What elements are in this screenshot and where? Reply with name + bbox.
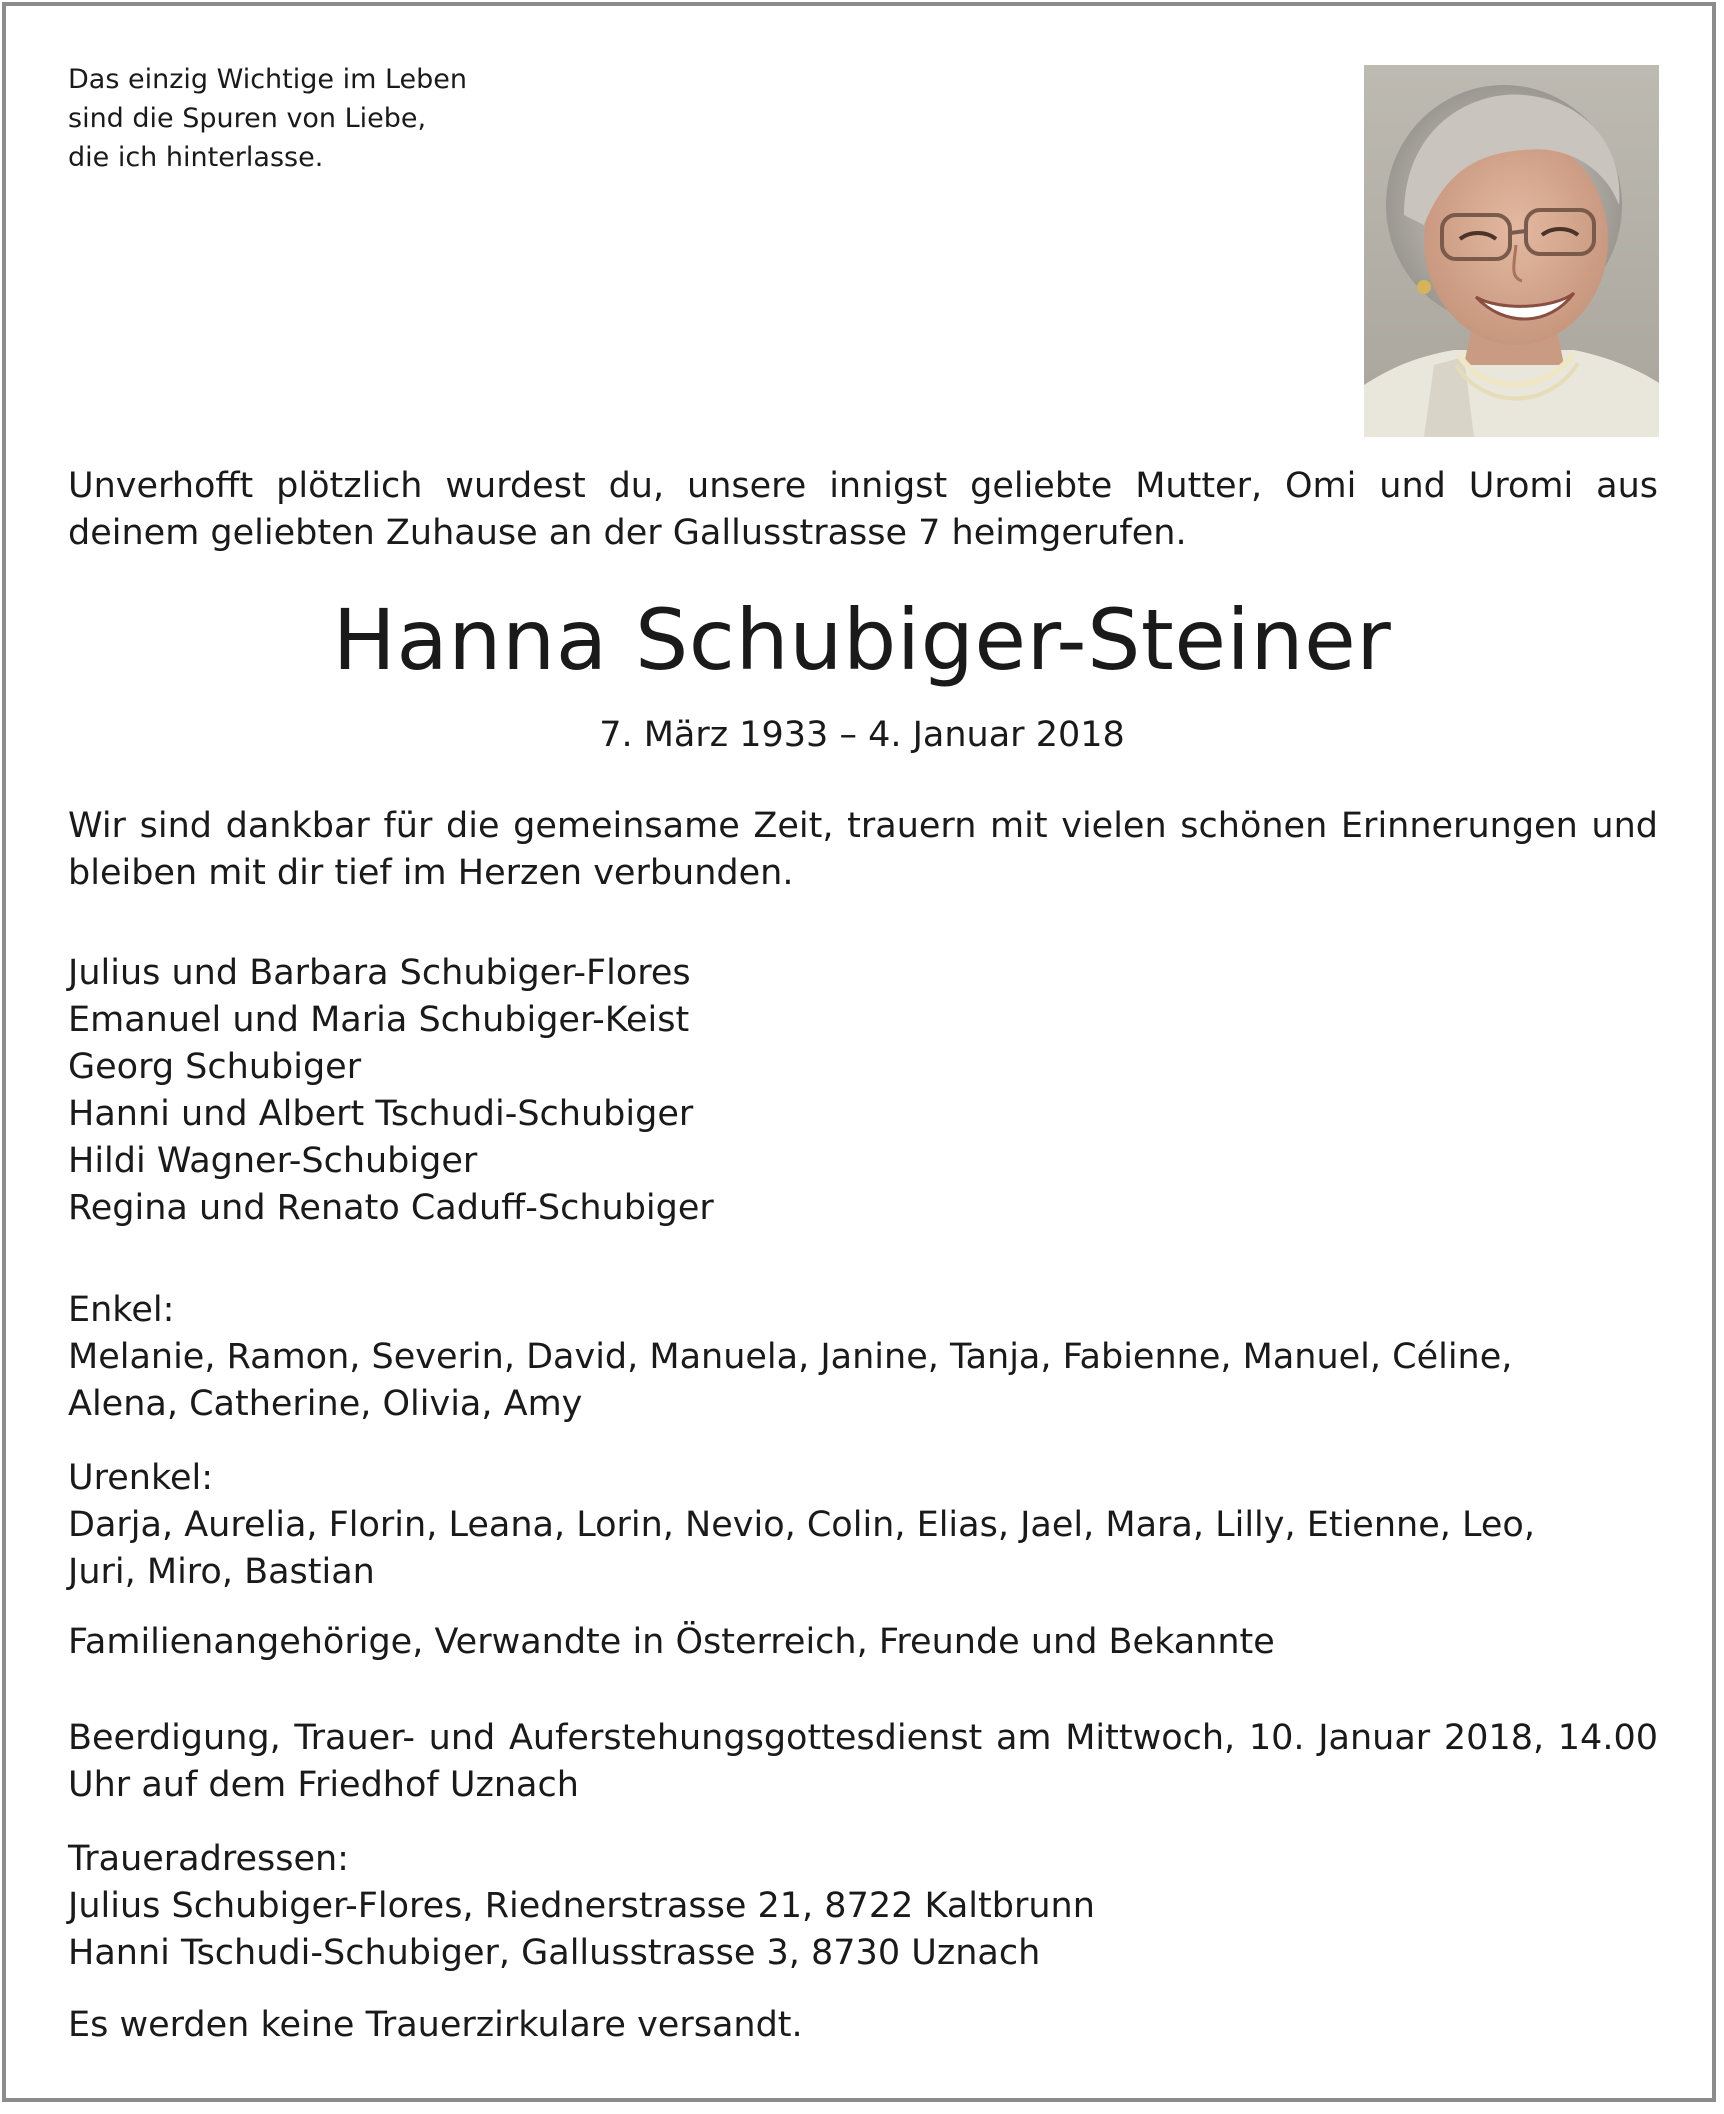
portrait-photo (1364, 65, 1659, 437)
family-member: Georg Schubiger (68, 1047, 362, 1087)
closing-line: Es werden keine Trauerzirkulare versandt. (68, 2005, 803, 2045)
address-line: Hanni Tschudi-Schubiger, Gallusstrasse 3, 8730 Uznach (68, 1933, 1041, 1973)
grandchildren-names: Melanie, Ramon, Severin, David, Manuela, Janine, Tanja, Fabienne, Manuel, Céline, (68, 1337, 1513, 1377)
relatives-text (68, 1619, 1658, 1666)
motto (68, 60, 768, 177)
grandchildren-label: Enkel: (68, 1290, 175, 1330)
family-member: Julius und Barbara Schubiger-Flores (68, 953, 691, 993)
family-member: Regina und Renato Caduff-Schubiger (68, 1188, 714, 1228)
address-line: Julius Schubiger-Flores, Riednerstrasse 21, 8722 Kaltbrunn (68, 1886, 1095, 1926)
great-grandchildren-names: Darja, Aurelia, Florin, Leana, Lorin, Nevio, Colin, Elias, Jael, Mara, Lilly, Etienne, Leo, (68, 1505, 1535, 1545)
family-member: Hildi Wagner-Schubiger (68, 1141, 478, 1181)
intro-text: Unverhofft plötzlich wurdest du, unsere innigst geliebte Mutter, Omi und Uromi aus deinem geliebten Zuhause an der Gallusstrasse 7 heimgerufen. (68, 466, 1658, 553)
funeral-text: Beerdigung, Trauer- und Auferstehungsgottesdienst am Mittwoch, 10. Januar 2018, 14.00 Uhr auf dem Friedhof Uznach (68, 1718, 1658, 1805)
life-dates: 7. März 1933 – 4. Januar 2018 (599, 715, 1125, 755)
motto-line: sind die Spuren von Liebe, (68, 103, 427, 134)
gratitude-text: Wir sind dankbar für die gemeinsame Zeit, trauern mit vielen schönen Erinnerungen und bleiben mit dir tief im Herzen verbunden. (68, 806, 1658, 893)
deceased-name: Hanna Schubiger-Steiner (332, 591, 1392, 689)
motto-line: die ich hinterlasse. (68, 142, 324, 173)
addresses-label: Traueradressen: (68, 1839, 349, 1879)
grandchildren-names: Alena, Catherine, Olivia, Amy (68, 1384, 583, 1424)
family-member: Hanni und Albert Tschudi-Schubiger (68, 1094, 694, 1134)
relatives-line: Familienangehörige, Verwandte in Österreich, Freunde und Bekannte (68, 1622, 1275, 1662)
great-grandchildren-names: Juri, Miro, Bastian (68, 1552, 375, 1592)
family-list (68, 950, 1658, 1232)
addresses-section (68, 1836, 1658, 1977)
grandchildren-section (68, 1287, 1658, 1428)
closing-text (68, 2002, 1658, 2049)
family-member: Emanuel und Maria Schubiger-Keist (68, 1000, 690, 1040)
great-grandchildren-label: Urenkel: (68, 1458, 214, 1498)
great-grandchildren-section (68, 1455, 1658, 1596)
motto-line: Das einzig Wichtige im Leben (68, 64, 468, 95)
